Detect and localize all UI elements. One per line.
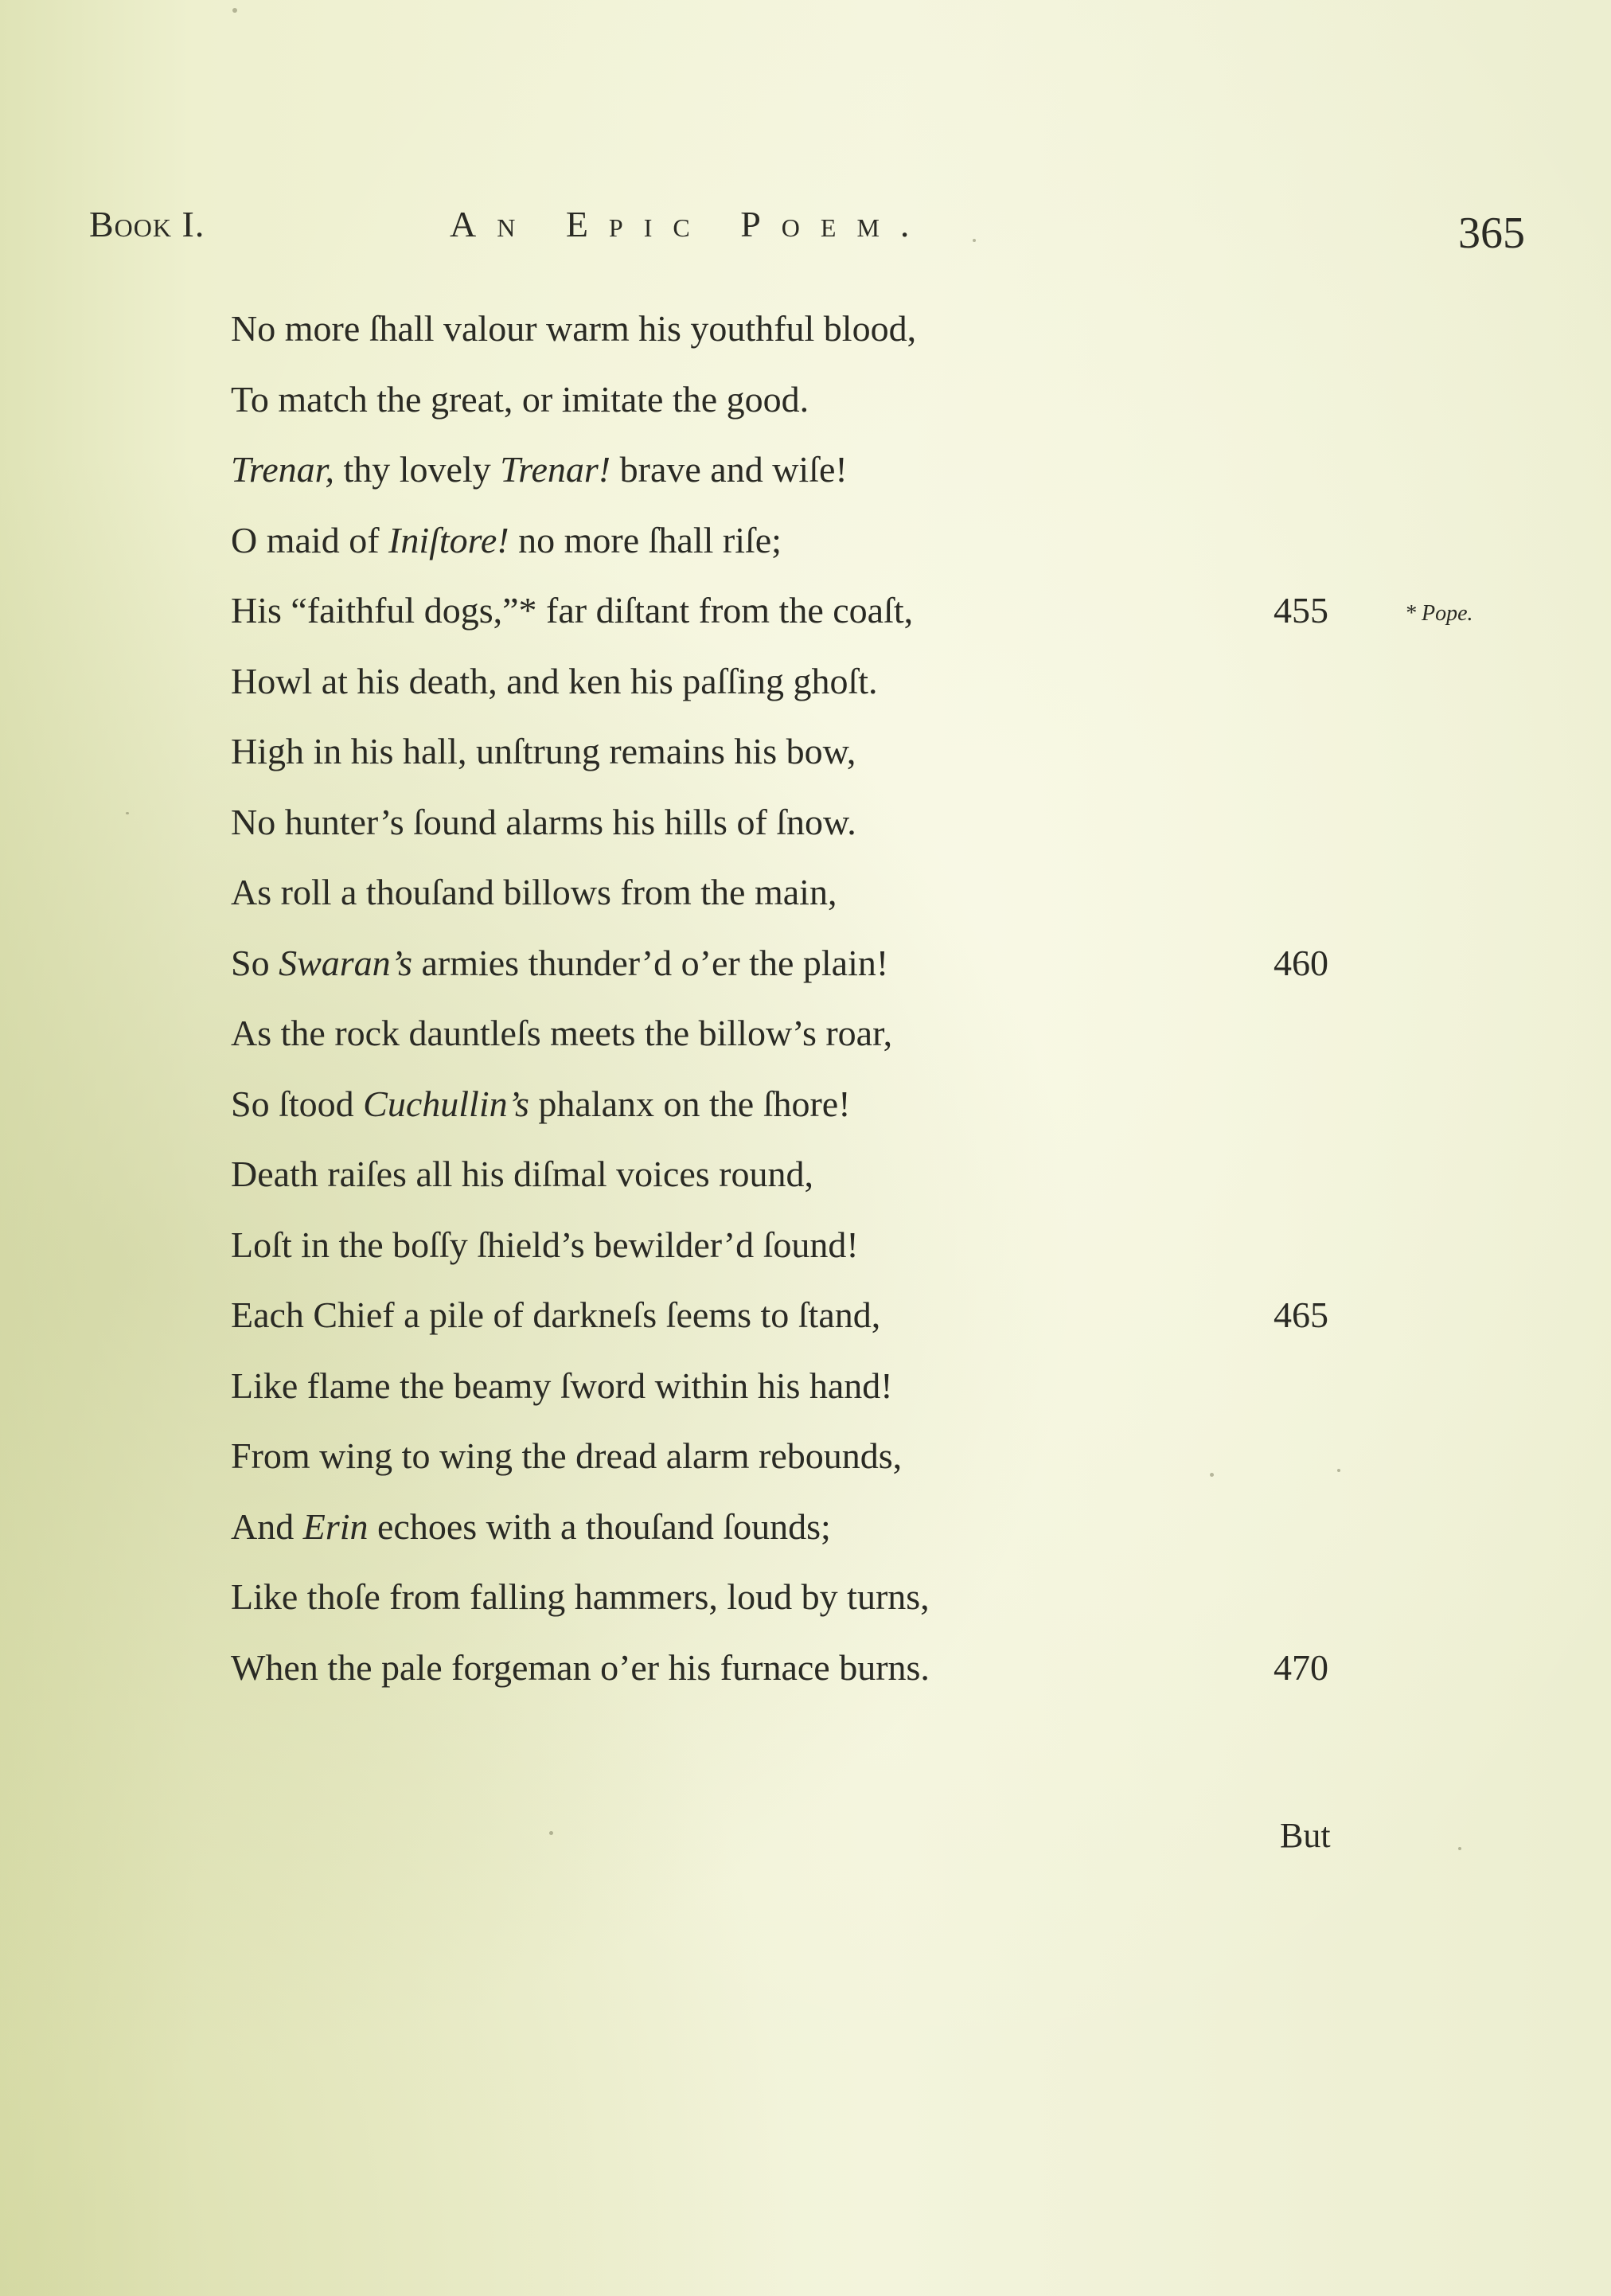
verse-segment: Death raiſes all his diſmal voices round,: [231, 1154, 813, 1194]
line-number: 465: [1274, 1294, 1328, 1335]
running-head-left: Book I.: [89, 204, 205, 244]
verse-text: [231, 1150, 813, 1198]
verse-italic-word: Trenar!: [500, 449, 611, 490]
verse-segment: armies thunder’d o’er the plain!: [412, 942, 889, 983]
verse-segment: phalanx on the ſhore!: [529, 1083, 851, 1124]
paper-speck: [232, 8, 237, 13]
verse-line: [231, 446, 1504, 517]
paper-speck: [126, 812, 129, 814]
verse-text: [231, 376, 809, 424]
verse-line: [231, 1503, 1504, 1574]
verse-line: [231, 1362, 1504, 1433]
running-head-title: An Epic Poem.: [450, 204, 930, 244]
verse-italic-word: Trenar,: [231, 449, 334, 490]
verse-italic-word: Iniſtore!: [388, 519, 509, 560]
verse-text: [231, 799, 856, 846]
verse-segment: Loſt in the boſſy ſhield’s bewilder’d ſound!: [231, 1224, 859, 1265]
verse-line: [231, 1221, 1504, 1292]
verse-line: [231, 1291, 1504, 1362]
verse-segment: thy lovely: [334, 449, 501, 490]
verse-line: [231, 1150, 1504, 1221]
verse-text: [231, 305, 916, 353]
catchword: But: [1280, 1816, 1331, 1855]
marginal-note: * Pope.: [1405, 601, 1473, 626]
verse-line: [231, 517, 1504, 588]
verse-line: [231, 939, 1504, 1010]
verse-text: [231, 1080, 851, 1128]
verse-text: [231, 939, 888, 987]
verse-segment: Like flame the beamy ſword within his hand!: [231, 1365, 893, 1406]
verse-block: [231, 305, 1504, 1714]
verse-text: [231, 1432, 902, 1480]
verse-segment: No hunter’s ſound alarms his hills of ſnow.: [231, 801, 856, 842]
verse-text: [231, 1362, 893, 1410]
verse-segment: To match the great, or imitate the good.: [231, 378, 809, 420]
verse-text: [231, 1221, 859, 1269]
verse-text: [231, 587, 913, 635]
paper-speck: [1337, 1469, 1340, 1472]
verse-line: [231, 658, 1504, 728]
verse-segment: O maid of: [231, 519, 389, 560]
verse-segment: As the rock dauntleſs meets the billow’s roar,: [231, 1013, 893, 1053]
verse-line: [231, 1080, 1504, 1151]
verse-segment: brave and wiſe!: [610, 449, 848, 490]
verse-segment: Each Chief a pile of darkneſs ſeems to ſtand,: [231, 1294, 881, 1335]
verse-italic-word: Cuchullin’s: [363, 1083, 529, 1124]
verse-segment: High in his hall, unſtrung remains his bow,: [231, 731, 856, 771]
verse-text: [231, 1503, 831, 1551]
paper-speck: [1458, 1847, 1461, 1850]
verse-text: [231, 1573, 930, 1621]
verse-segment: So: [231, 942, 279, 983]
verse-segment: Like thoſe from falling hammers, loud by turns,: [231, 1576, 930, 1617]
paper-speck: [1210, 1473, 1214, 1477]
line-number: 455: [1274, 590, 1328, 631]
verse-text: [231, 728, 856, 775]
verse-line: [231, 1573, 1504, 1644]
verse-line: [231, 587, 1504, 658]
paper-speck: [973, 239, 976, 242]
verse-text: [231, 1291, 880, 1339]
verse-segment: And: [231, 1505, 303, 1547]
verse-line: [231, 869, 1504, 939]
verse-segment: Howl at his death, and ken his paſſing ghoſt.: [231, 660, 878, 701]
running-head: [0, 203, 1611, 259]
verse-text: [231, 1009, 892, 1057]
page-number: 365: [1458, 209, 1525, 258]
verse-line: [231, 1644, 1504, 1715]
verse-segment: From wing to wing the dread alarm rebounds,: [231, 1435, 903, 1476]
line-number: 460: [1274, 942, 1328, 983]
verse-segment: When the pale forgeman o’er his furnace burns.: [231, 1646, 930, 1688]
verse-italic-word: Swaran’s: [279, 942, 412, 983]
verse-segment: So ſtood: [231, 1083, 364, 1124]
verse-text: [231, 446, 848, 494]
verse-line: [231, 305, 1504, 376]
verse-segment: No more ſhall valour warm his youthful blood,: [231, 308, 917, 349]
verse-line: [231, 799, 1504, 869]
verse-text: [231, 517, 782, 564]
verse-segment: As roll a thouſand billows from the main,: [231, 872, 837, 912]
verse-segment: echoes with a thouſand ſounds;: [368, 1505, 831, 1547]
verse-line: [231, 1009, 1504, 1080]
verse-segment: His “faithful dogs,”* far diſtant from the coaſt,: [231, 590, 914, 631]
verse-text: [231, 658, 878, 705]
verse-line: [231, 376, 1504, 447]
line-number: 470: [1274, 1646, 1328, 1688]
verse-line: [231, 728, 1504, 799]
verse-line: [231, 1432, 1504, 1503]
verse-segment: no more ſhall riſe;: [509, 519, 782, 560]
verse-text: [231, 1644, 930, 1692]
verse-text: [231, 869, 837, 916]
verse-italic-word: Erin: [302, 1505, 369, 1547]
paper-speck: [549, 1831, 553, 1835]
